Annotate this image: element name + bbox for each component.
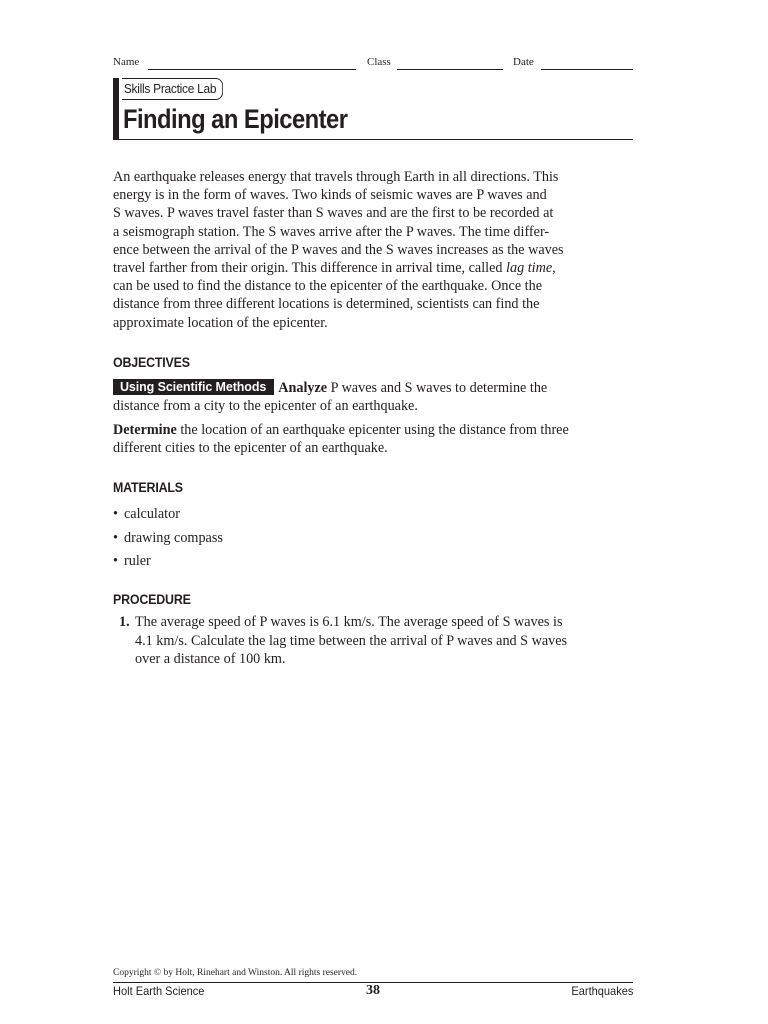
date-label: Date <box>513 56 534 68</box>
material-item: • drawing compass <box>113 527 223 551</box>
lab-category-tab: Skills Practice Lab <box>122 78 223 100</box>
name-field <box>113 56 139 68</box>
procedure-list <box>113 613 633 669</box>
objective-determine <box>113 421 633 457</box>
procedure-step <box>113 613 633 669</box>
name-blank-line[interactable] <box>148 69 356 70</box>
material-item: • ruler <box>113 550 223 574</box>
material-item: • calculator <box>113 503 223 527</box>
intro-line: can be used to find the distance to the epicenter of the earthquake. Once the <box>113 278 542 295</box>
intro-line-text: travel farther from their origin. This difference in arrival time, called <box>113 260 507 277</box>
objective-verb: Determine <box>113 422 177 438</box>
intro-line: energy is in the form of waves. Two kinds of seismic waves are P waves and <box>113 187 547 204</box>
objective-text: the location of an earthquake epicenter using the distance from three <box>176 422 569 438</box>
class-blank-line[interactable] <box>397 69 503 70</box>
step-line: The average speed of P waves is 6.1 km/s. The average speed of S waves is <box>135 614 563 630</box>
copyright-notice: Copyright © by Holt, Rinehart and Winston. All rights reserved. <box>113 968 358 978</box>
intro-line: a seismograph station. The S waves arrive after the P waves. The time differ- <box>113 223 550 240</box>
title-accent-bar <box>113 78 119 140</box>
step-line: 4.1 km/s. Calculate the lag time between the arrival of P waves and S waves <box>135 632 568 649</box>
objectives-heading: OBJECTIVES <box>113 355 190 370</box>
objective-verb: Analyze <box>278 380 328 396</box>
page-title: Finding an Epicenter <box>123 104 348 134</box>
objective-line: different cities to the epicenter of an earthquake. <box>113 440 388 456</box>
step-number: 1. <box>119 614 130 630</box>
header-fields <box>113 56 633 72</box>
book-title: Holt Earth Science <box>113 984 205 998</box>
date-blank-line[interactable] <box>541 69 633 70</box>
objective-line <box>113 379 633 397</box>
intro-line: An earthquake releases energy that travels through Earth in all directions. This <box>113 169 559 185</box>
title-divider <box>119 139 633 140</box>
intro-paragraph <box>113 168 633 332</box>
date-field <box>513 56 534 68</box>
materials-heading: MATERIALS <box>113 480 183 495</box>
chapter-name: Earthquakes <box>571 984 633 998</box>
class-field <box>367 56 391 68</box>
scientific-methods-tag: Using Scientific Methods <box>113 379 274 395</box>
objective-analyze <box>113 379 633 415</box>
intro-line: ence between the arrival of the P waves and the S waves increases as the waves <box>113 241 564 258</box>
name-label: Name <box>113 56 140 68</box>
lag-time-term: lag time <box>506 260 553 277</box>
objective-line <box>113 421 633 439</box>
procedure-heading: PROCEDURE <box>113 592 191 607</box>
materials-list <box>113 503 223 574</box>
class-label: Class <box>367 56 391 68</box>
intro-line: distance from three different locations is determined, scientists can find the <box>113 296 540 313</box>
objective-line: distance from a city to the epicenter of an earthquake. <box>113 398 418 414</box>
page-number: 38 <box>366 983 380 998</box>
intro-line: S waves. P waves travel faster than S waves and are the first to be recorded at <box>113 205 554 222</box>
intro-line-punct: , <box>552 260 556 277</box>
page-footer <box>113 984 633 1000</box>
objective-text: P waves and S waves to determine the <box>327 380 548 396</box>
intro-line <box>113 259 633 277</box>
step-line: over a distance of 100 km. <box>135 651 286 667</box>
intro-line: approximate location of the epicenter. <box>113 314 328 331</box>
